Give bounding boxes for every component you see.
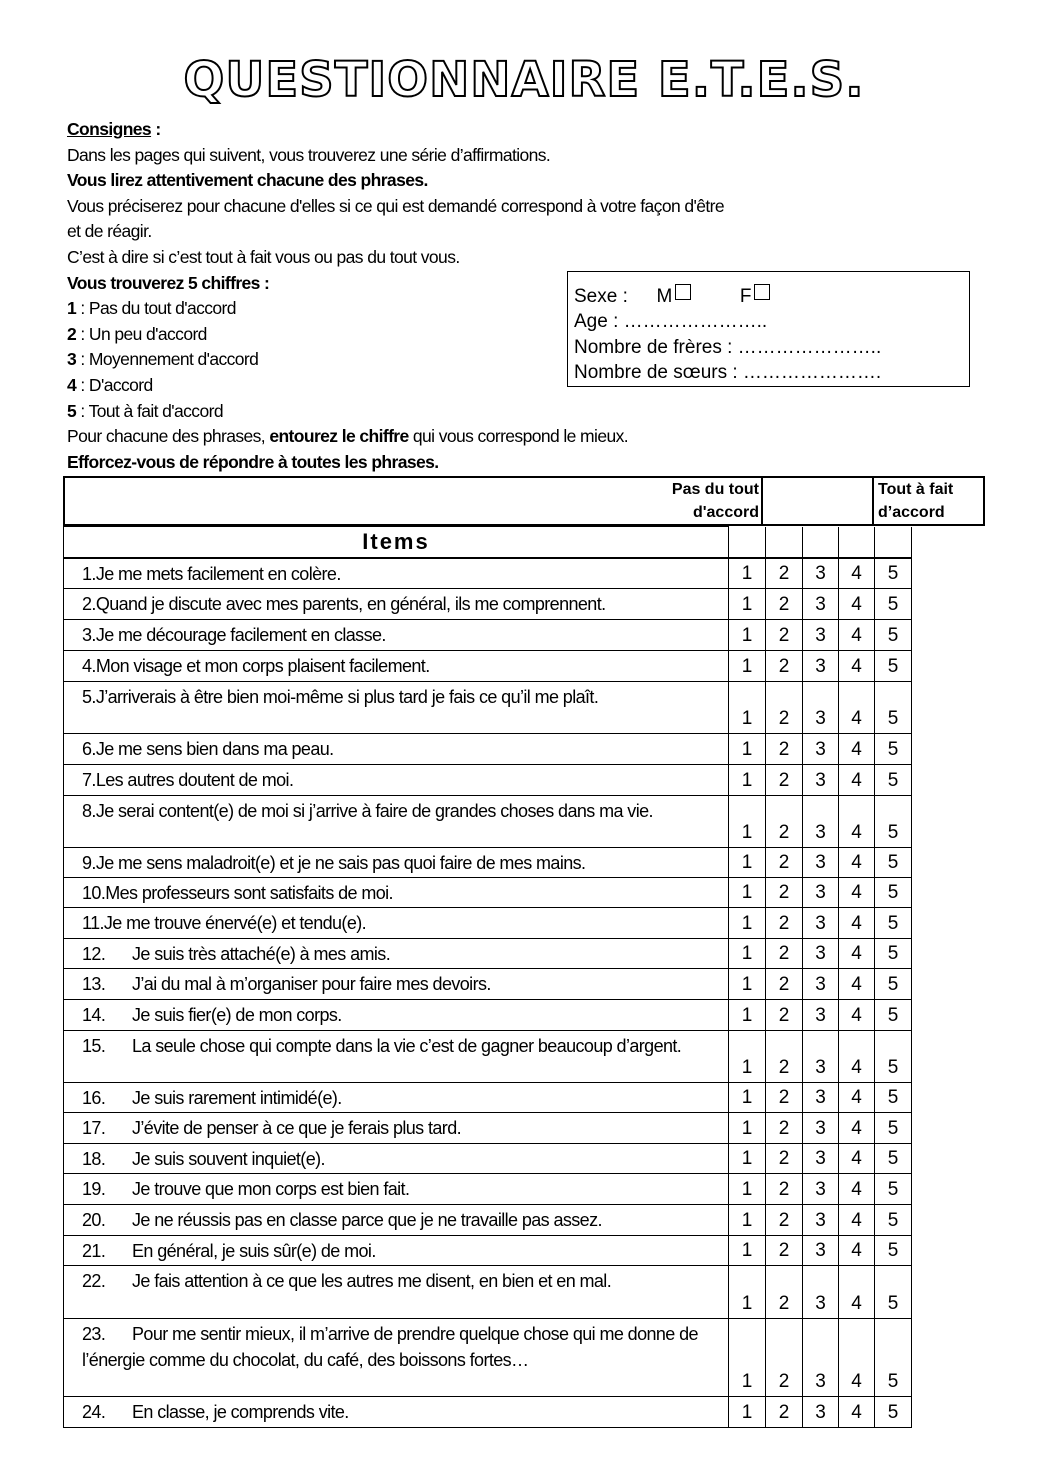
- item-row: [64, 969, 912, 1000]
- item-row: [64, 1205, 912, 1236]
- rating-option-5[interactable]: 5: [875, 1144, 912, 1174]
- heading-colon: :: [151, 119, 161, 139]
- item-text-cell: [64, 878, 729, 908]
- header-left-line-2: d'accord: [692, 504, 759, 521]
- item-number: 19.: [82, 1179, 106, 1199]
- rating-option-1[interactable]: 1: [729, 1083, 766, 1113]
- rating-option-3[interactable]: 3: [803, 848, 839, 878]
- rating-option-2[interactable]: 2: [766, 1174, 803, 1205]
- rating-option-4[interactable]: 4: [839, 1083, 875, 1113]
- rating-option-3[interactable]: 3: [803, 878, 839, 908]
- item-number: 23.: [82, 1324, 106, 1344]
- item-text-cell: [64, 939, 729, 969]
- rating-option-4[interactable]: 4: [839, 878, 875, 908]
- scale-label: : Pas du tout d'accord: [76, 298, 236, 319]
- rating-option-1[interactable]: 1: [729, 651, 766, 682]
- rating-option-3[interactable]: 3: [803, 651, 839, 682]
- item-row: [64, 1319, 912, 1397]
- rating-option-4[interactable]: 4: [839, 939, 875, 969]
- item-text: Je me décourage facilement en classe.: [95, 625, 386, 645]
- item-number: 1.: [82, 563, 96, 584]
- rating-option-1[interactable]: 1: [729, 1236, 766, 1266]
- rating-option-3[interactable]: 3: [803, 558, 839, 589]
- rating-option-1[interactable]: 1: [729, 969, 766, 1000]
- item-number: 2.: [82, 594, 96, 614]
- rating-option-1[interactable]: 1: [729, 734, 766, 765]
- instr-line-2: Vous lirez attentivement chacune des phrases.: [67, 170, 428, 191]
- rating-option-5[interactable]: 5: [875, 848, 912, 878]
- respondent-info-box: [567, 271, 970, 387]
- header-right-line-2: d’accord: [878, 504, 945, 521]
- rating-option-3[interactable]: 3: [803, 969, 839, 1000]
- item-text-cell: [64, 1319, 729, 1397]
- item-row: [64, 1236, 912, 1266]
- item-row: [64, 734, 912, 765]
- rating-option-3[interactable]: 3: [803, 765, 839, 796]
- rating-option-5[interactable]: 5: [875, 1174, 912, 1205]
- scale-header-right: [872, 478, 983, 524]
- rating-option-3[interactable]: 3: [803, 1236, 839, 1266]
- rating-option-4[interactable]: 4: [839, 1236, 875, 1266]
- item-number: 9.: [82, 853, 96, 873]
- item-text: Mes professeurs sont satisfaits de moi.: [105, 883, 393, 903]
- rating-option-2[interactable]: 2: [766, 620, 803, 651]
- scale-number: 5: [67, 400, 77, 421]
- rating-option-5[interactable]: 5: [875, 1236, 912, 1266]
- item-text-cell: [64, 796, 729, 848]
- item-number: 5.: [82, 687, 96, 707]
- rating-option-5[interactable]: 5: [875, 796, 912, 848]
- rating-option-1[interactable]: 1: [729, 939, 766, 969]
- scale-header: [63, 476, 985, 526]
- rating-option-2[interactable]: 2: [766, 1083, 803, 1113]
- rating-option-5[interactable]: 5: [875, 765, 912, 796]
- rating-option-2[interactable]: 2: [766, 878, 803, 908]
- item-number: 24.: [82, 1402, 106, 1422]
- item-text-cell: [64, 1174, 729, 1205]
- item-number: 3.: [82, 625, 96, 645]
- rating-option-2[interactable]: 2: [766, 1266, 803, 1319]
- item-number: 22.: [82, 1271, 106, 1291]
- rating-option-1[interactable]: 1: [729, 796, 766, 848]
- rating-option-2[interactable]: 2: [766, 848, 803, 878]
- item-text: Je me mets facilement en colère.: [95, 563, 341, 584]
- item-text-cell: [64, 620, 729, 651]
- rating-option-1[interactable]: 1: [729, 1266, 766, 1319]
- rating-option-4[interactable]: 4: [839, 734, 875, 765]
- item-row: [64, 589, 912, 620]
- item-text-cell: [64, 1397, 729, 1428]
- item-text: J’arriverais à être bien moi-même si plus tard je fais ce qu’il me plaît.: [95, 687, 599, 707]
- rating-option-5[interactable]: 5: [875, 939, 912, 969]
- item-text-cell: [64, 848, 729, 878]
- items-header-row: [64, 527, 912, 558]
- rating-option-4[interactable]: 4: [839, 1266, 875, 1319]
- rating-option-4[interactable]: 4: [839, 620, 875, 651]
- rating-option-3[interactable]: 3: [803, 589, 839, 620]
- rating-option-2[interactable]: 2: [766, 1144, 803, 1174]
- rating-option-4[interactable]: 4: [839, 1031, 875, 1083]
- rating-option-1[interactable]: 1: [729, 1000, 766, 1031]
- item-text-cell: [64, 558, 729, 589]
- rating-option-5[interactable]: 5: [875, 1083, 912, 1113]
- rating-option-1[interactable]: 1: [729, 682, 766, 734]
- rating-option-2[interactable]: 2: [766, 1031, 803, 1083]
- item-text: Je serai content(e) de moi si j’arrive à faire de grandes choses dans ma vie.: [95, 801, 653, 821]
- item-number: 10.: [82, 883, 106, 903]
- item-text: Je suis souvent inquiet(e).: [132, 1149, 325, 1169]
- rating-option-2[interactable]: 2: [766, 1205, 803, 1236]
- rating-option-3[interactable]: 3: [803, 1266, 839, 1319]
- sexe-m-label: M: [656, 286, 673, 307]
- rating-option-1[interactable]: 1: [729, 908, 766, 939]
- item-row: [64, 1144, 912, 1174]
- scale-number: 4: [67, 374, 77, 395]
- item-text-cell: [64, 1031, 729, 1083]
- rating-option-1[interactable]: 1: [729, 1113, 766, 1144]
- rating-option-4[interactable]: 4: [839, 558, 875, 589]
- item-row: [64, 1113, 912, 1144]
- rating-option-1[interactable]: 1: [729, 620, 766, 651]
- item-text: Je suis rarement intimidé(e).: [132, 1088, 342, 1108]
- rating-option-1[interactable]: 1: [729, 1174, 766, 1205]
- header-cell: [875, 527, 912, 558]
- item-row: [64, 1031, 912, 1083]
- item-row: [64, 1397, 912, 1428]
- rating-option-3[interactable]: 3: [803, 939, 839, 969]
- sexe-f-checkbox[interactable]: [754, 284, 770, 300]
- rating-option-4[interactable]: 4: [839, 651, 875, 682]
- instr-line-7-b: entourez le chiffre: [269, 426, 409, 447]
- item-number: 7.: [82, 770, 96, 790]
- header-cell: [803, 527, 839, 558]
- rating-option-1[interactable]: 1: [729, 848, 766, 878]
- rating-option-4[interactable]: 4: [839, 1319, 875, 1397]
- item-text-cell: [64, 969, 729, 1000]
- item-text: Je suis très attaché(e) à mes amis.: [132, 944, 391, 964]
- rating-option-4[interactable]: 4: [839, 765, 875, 796]
- rating-option-5[interactable]: 5: [875, 1266, 912, 1319]
- rating-option-1[interactable]: 1: [729, 1319, 766, 1397]
- item-text-cell: [64, 682, 729, 734]
- item-row: [64, 1266, 912, 1319]
- item-number: 4.: [82, 656, 96, 676]
- item-text: Je suis fier(e) de mon corps.: [132, 1005, 342, 1025]
- rating-option-4[interactable]: 4: [839, 1174, 875, 1205]
- rating-option-2[interactable]: 2: [766, 682, 803, 734]
- rating-option-4[interactable]: 4: [839, 796, 875, 848]
- rating-option-3[interactable]: 3: [803, 734, 839, 765]
- item-row: [64, 939, 912, 969]
- item-text: Je me trouve énervé(e) et tendu(e).: [103, 913, 367, 933]
- rating-option-4[interactable]: 4: [839, 1397, 875, 1428]
- rating-option-1[interactable]: 1: [729, 1397, 766, 1428]
- item-text: Pour me sentir mieux, il m’arrive de prendre quelque chose qui me donne de l’énergie comme du chocolat, du café, des boissons fortes…: [82, 1324, 698, 1370]
- rating-option-1[interactable]: 1: [729, 1205, 766, 1236]
- scale-label: : Tout à fait d'accord: [76, 400, 223, 421]
- rating-option-2[interactable]: 2: [766, 1236, 803, 1266]
- rating-option-5[interactable]: 5: [875, 734, 912, 765]
- item-text: J’évite de penser à ce que je ferais plus tard.: [132, 1118, 462, 1138]
- item-row: [64, 908, 912, 939]
- rating-option-2[interactable]: 2: [766, 734, 803, 765]
- scale-header-left: [65, 478, 763, 524]
- item-text: En général, je suis sûr(e) de moi.: [132, 1241, 376, 1261]
- rating-option-3[interactable]: 3: [803, 620, 839, 651]
- rating-option-5[interactable]: 5: [875, 1113, 912, 1144]
- rating-option-5[interactable]: 5: [875, 1031, 912, 1083]
- rating-option-3[interactable]: 3: [803, 1319, 839, 1397]
- item-text: Je ne réussis pas en classe parce que je ne travaille pas assez.: [132, 1210, 602, 1230]
- rating-option-5[interactable]: 5: [875, 1000, 912, 1031]
- rating-option-2[interactable]: 2: [766, 651, 803, 682]
- item-text: Les autres doutent de moi.: [95, 770, 294, 790]
- rating-option-2[interactable]: 2: [766, 765, 803, 796]
- item-number: 17.: [82, 1118, 106, 1138]
- rating-option-4[interactable]: 4: [839, 1000, 875, 1031]
- item-text: La seule chose qui compte dans la vie c’est de gagner beaucoup d’argent.: [132, 1036, 682, 1056]
- rating-option-1[interactable]: 1: [729, 589, 766, 620]
- item-text: Quand je discute avec mes parents, en général, ils me comprennent.: [95, 594, 606, 614]
- item-row: [64, 848, 912, 878]
- header-cell: [839, 527, 875, 558]
- item-row: [64, 1000, 912, 1031]
- scale-number: 3: [67, 349, 77, 370]
- item-text-cell: [64, 589, 729, 620]
- rating-option-2[interactable]: 2: [766, 969, 803, 1000]
- scale-label: : D'accord: [76, 374, 153, 395]
- rating-option-2[interactable]: 2: [766, 796, 803, 848]
- item-row: [64, 682, 912, 734]
- item-text: En classe, je comprends vite.: [132, 1402, 349, 1422]
- item-text: Je trouve que mon corps est bien fait.: [132, 1179, 410, 1199]
- item-number: 6.: [82, 739, 96, 759]
- instr-line-4: et de réagir.: [67, 221, 152, 242]
- item-row: [64, 651, 912, 682]
- rating-option-3[interactable]: 3: [803, 1000, 839, 1031]
- rating-option-2[interactable]: 2: [766, 908, 803, 939]
- rating-option-5[interactable]: 5: [875, 1205, 912, 1236]
- items-heading: Items: [64, 527, 729, 558]
- rating-option-3[interactable]: 3: [803, 1174, 839, 1205]
- item-text: Mon visage et mon corps plaisent facilement.: [95, 656, 430, 676]
- item-row: [64, 620, 912, 651]
- item-number: 12.: [82, 944, 106, 964]
- item-number: 14.: [82, 1005, 106, 1025]
- rating-option-4[interactable]: 4: [839, 1144, 875, 1174]
- instr-line-3: Vous préciserez pour chacune d'elles si ce qui est demandé correspond à votre façon d'être: [67, 195, 724, 216]
- item-text: Je fais attention à ce que les autres me disent, en bien et en mal.: [132, 1271, 612, 1291]
- instr-line-5: C’est à dire si c’est tout à fait vous ou pas du tout vous.: [67, 246, 460, 267]
- item-text-cell: [64, 765, 729, 796]
- item-text-cell: [64, 1266, 729, 1319]
- scale-number: 2: [67, 323, 77, 344]
- sexe-m-checkbox[interactable]: [675, 284, 691, 300]
- rating-option-4[interactable]: 4: [839, 589, 875, 620]
- instr-line-6: Vous trouverez 5 chiffres :: [67, 272, 270, 293]
- item-text-cell: [64, 1236, 729, 1266]
- sexe-label: Sexe :: [574, 286, 628, 307]
- scale-label: : Un peu d'accord: [76, 323, 207, 344]
- item-text-cell: [64, 1144, 729, 1174]
- sisters-field[interactable]: Nombre de sœurs : ………………….: [574, 361, 882, 383]
- item-text: J’ai du mal à m’organiser pour faire mes devoirs.: [132, 974, 491, 994]
- rating-option-2[interactable]: 2: [766, 589, 803, 620]
- item-number: 18.: [82, 1149, 106, 1169]
- brothers-field[interactable]: Nombre de frères : …………………..: [574, 336, 882, 358]
- rating-option-4[interactable]: 4: [839, 848, 875, 878]
- item-number: 13.: [82, 974, 106, 994]
- item-text-cell: [64, 1000, 729, 1031]
- rating-option-4[interactable]: 4: [839, 969, 875, 1000]
- item-number: 21.: [82, 1241, 106, 1261]
- items-table: [63, 526, 912, 1428]
- rating-option-4[interactable]: 4: [839, 682, 875, 734]
- rating-option-5[interactable]: 5: [875, 969, 912, 1000]
- rating-option-2[interactable]: 2: [766, 1397, 803, 1428]
- rating-option-2[interactable]: 2: [766, 939, 803, 969]
- rating-option-1[interactable]: 1: [729, 1031, 766, 1083]
- item-text: Je me sens maladroit(e) et je ne sais pas quoi faire de mes mains.: [95, 853, 586, 873]
- header-left-line-1: Pas du tout: [671, 481, 759, 498]
- rating-option-4[interactable]: 4: [839, 1113, 875, 1144]
- rating-option-5[interactable]: 5: [875, 1319, 912, 1397]
- instr-line-7: [67, 424, 827, 450]
- rating-option-2[interactable]: 2: [766, 558, 803, 589]
- item-number: 15.: [82, 1036, 106, 1056]
- rating-option-3[interactable]: 3: [803, 1397, 839, 1428]
- item-number: 11.: [82, 913, 104, 933]
- rating-option-1[interactable]: 1: [729, 765, 766, 796]
- page-title: QUESTIONNAIRE E.T.E.S.: [183, 52, 865, 108]
- rating-option-5[interactable]: 5: [875, 589, 912, 620]
- item-row: [64, 878, 912, 908]
- rating-option-3[interactable]: 3: [803, 1144, 839, 1174]
- rating-option-5[interactable]: 5: [875, 682, 912, 734]
- rating-option-4[interactable]: 4: [839, 908, 875, 939]
- rating-option-5[interactable]: 5: [875, 908, 912, 939]
- rating-option-2[interactable]: 2: [766, 1113, 803, 1144]
- rating-option-1[interactable]: 1: [729, 558, 766, 589]
- rating-option-1[interactable]: 1: [729, 878, 766, 908]
- instr-line-1: Dans les pages qui suivent, vous trouverez une série d’affirmations.: [67, 144, 551, 165]
- rating-option-5[interactable]: 5: [875, 1397, 912, 1428]
- rating-option-3[interactable]: 3: [803, 1083, 839, 1113]
- item-row: [64, 765, 912, 796]
- rating-option-2[interactable]: 2: [766, 1319, 803, 1397]
- scale-item-5: [67, 399, 827, 425]
- item-text-cell: [64, 651, 729, 682]
- header-right-line-1: Tout à fait: [878, 481, 954, 498]
- rating-option-3[interactable]: 3: [803, 908, 839, 939]
- rating-option-5[interactable]: 5: [875, 651, 912, 682]
- item-row: [64, 1174, 912, 1205]
- rating-option-3[interactable]: 3: [803, 1113, 839, 1144]
- item-number: 16.: [82, 1088, 106, 1108]
- item-number: 8.: [82, 801, 96, 821]
- rating-option-2[interactable]: 2: [766, 1000, 803, 1031]
- item-text-cell: [64, 908, 729, 939]
- age-field[interactable]: Age : …………………..: [574, 311, 768, 333]
- item-text-cell: [64, 1205, 729, 1236]
- rating-option-5[interactable]: 5: [875, 878, 912, 908]
- item-row: [64, 1083, 912, 1113]
- item-number: 20.: [82, 1210, 106, 1230]
- header-cell: [729, 527, 766, 558]
- instr-line-7-c: qui vous correspond le mieux.: [408, 426, 629, 447]
- rating-option-5[interactable]: 5: [875, 558, 912, 589]
- item-text-cell: [64, 1083, 729, 1113]
- instr-line-7-a: Pour chacune des phrases,: [67, 426, 270, 447]
- scale-number: 1: [67, 298, 77, 319]
- item-text: Je me sens bien dans ma peau.: [95, 739, 334, 759]
- instr-line-8: Efforcez-vous de répondre à toutes les phrases.: [67, 451, 439, 472]
- header-cell: [766, 527, 803, 558]
- item-text-cell: [64, 734, 729, 765]
- scale-label: : Moyennement d'accord: [76, 349, 259, 370]
- rating-option-3[interactable]: 3: [803, 796, 839, 848]
- item-text-cell: [64, 1113, 729, 1144]
- rating-option-4[interactable]: 4: [839, 1205, 875, 1236]
- rating-option-3[interactable]: 3: [803, 1205, 839, 1236]
- item-row: [64, 558, 912, 589]
- rating-option-1[interactable]: 1: [729, 1144, 766, 1174]
- rating-option-5[interactable]: 5: [875, 620, 912, 651]
- item-row: [64, 796, 912, 848]
- rating-option-3[interactable]: 3: [803, 1031, 839, 1083]
- sexe-f-label: F: [739, 286, 752, 307]
- instructions-heading: Consignes: [67, 119, 152, 139]
- rating-option-3[interactable]: 3: [803, 682, 839, 734]
